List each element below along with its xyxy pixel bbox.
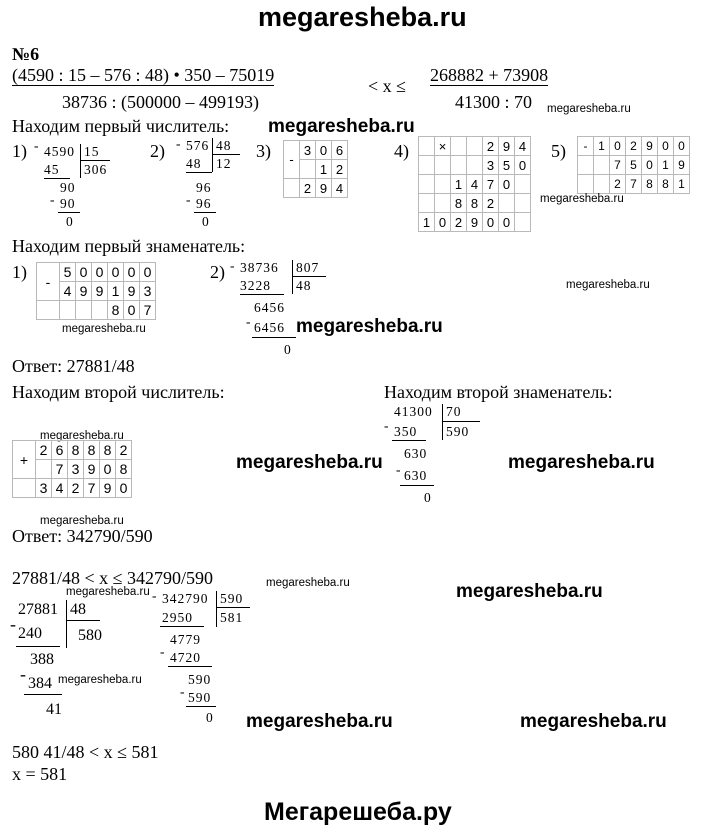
divden-quotient: 48 — [296, 278, 312, 293]
label-first-denominator: Находим первый знаменатель: — [12, 236, 246, 256]
watermark: megaresheba.ru — [508, 452, 655, 473]
step-1-label: 1) — [12, 262, 27, 282]
divden-dividend: 38736 — [240, 260, 279, 275]
divden2-quotient: 590 — [446, 424, 470, 439]
final-d1-dividend: 27881 — [18, 601, 58, 618]
task-number: №6 — [12, 44, 40, 64]
divden2-row: 350 — [394, 424, 418, 439]
watermark: megaresheba.ru — [547, 103, 631, 115]
watermark: megaresheba.ru — [296, 316, 443, 337]
final-d2-row: 4779 — [170, 632, 201, 647]
divden-row: 3228 — [240, 278, 271, 293]
frac1-denominator: 38736 : (500000 – 499193) — [62, 92, 259, 112]
div2-dividend: 576 — [186, 138, 210, 153]
footer-site-title: Мегарешеба.ру — [264, 798, 452, 826]
label-second-denominator: Находим второй знаменатель: — [384, 382, 613, 402]
div1-row: 90 — [60, 180, 76, 195]
div1-row: 0 — [66, 214, 74, 229]
addition-grid: + 2 6 8 8 8 2 7 3 9 0 8 3 4 2 7 9 0 — [12, 440, 132, 498]
frac2-denominator: 41300 : 70 — [455, 92, 533, 112]
final-d2-row: 0 — [206, 710, 214, 725]
div1-divisor: 15 — [84, 144, 100, 159]
div2-row: 96 — [196, 196, 212, 211]
div1-dividend: 4590 — [44, 144, 75, 159]
watermark: megaresheba.ru — [540, 193, 624, 205]
watermark: megaresheba.ru — [566, 279, 650, 291]
step-4-label: 4) — [394, 141, 409, 161]
step-3-label: 3) — [256, 141, 271, 161]
watermark: megaresheba.ru — [62, 323, 146, 335]
div1-row: 90 — [60, 196, 76, 211]
div1-row: 45 — [44, 162, 60, 177]
div2-quotient: 12 — [216, 156, 232, 171]
div2-row: 96 — [196, 180, 212, 195]
final-d1-row: 41 — [46, 701, 62, 718]
final-d1-row: 384 — [28, 675, 52, 692]
watermark: megaresheba.ru — [58, 674, 142, 686]
watermark: megaresheba.ru — [268, 116, 415, 137]
final-d2-row: 590 — [188, 690, 212, 705]
divden2-dividend: 41300 — [394, 404, 433, 419]
divden-divisor: 807 — [296, 260, 320, 275]
final-inequality: 27881/48 < x ≤ 342790/590 — [12, 568, 214, 588]
final-d1-row: 240 — [18, 625, 42, 642]
divden2-row: 630 — [404, 446, 428, 461]
watermark: megaresheba.ru — [520, 711, 667, 732]
final-d2-quotient: 581 — [220, 610, 244, 625]
divden2-row: 630 — [404, 468, 428, 483]
watermark: megaresheba.ru — [246, 711, 393, 732]
final-d1-row: 388 — [30, 651, 54, 668]
watermark: megaresheba.ru — [236, 452, 383, 473]
divden2-row: 0 — [424, 490, 432, 505]
step-2-label: 2) — [210, 262, 225, 282]
step-2-label: 2) — [150, 141, 165, 161]
step-5-label: 5) — [551, 141, 566, 161]
header-site-title: megaresheba.ru — [258, 2, 467, 32]
final-d2-row: 2950 — [162, 610, 193, 625]
final-d1-divisor: 48 — [70, 601, 86, 618]
final-range: 580 41/48 < x ≤ 581 — [12, 742, 159, 762]
label-second-numerator: Находим второй числитель: — [12, 382, 225, 402]
final-d1-quotient: 580 — [78, 627, 102, 644]
divden-row: 6456 — [254, 300, 285, 315]
watermark: megaresheba.ru — [40, 515, 124, 527]
final-d2-row: 4720 — [170, 650, 201, 665]
watermark: megaresheba.ru — [266, 577, 350, 589]
subtraction-grid-5: - 1 0 2 9 0 0 7 5 0 1 9 2 7 8 8 1 — [577, 136, 690, 194]
divden2-divisor: 70 — [446, 404, 462, 419]
label-first-numerator: Находим первый числитель: — [12, 116, 230, 136]
step-1-label: 1) — [12, 141, 27, 161]
multiplication-grid-4: × 2 9 4 3 5 0 1 4 7 0 8 8 2 1 0 2 9 0 0 — [418, 136, 531, 232]
watermark: megaresheba.ru — [456, 581, 603, 602]
final-d2-dividend: 342790 — [162, 591, 209, 606]
div2-row: 48 — [186, 156, 202, 171]
frac2-numerator: 268882 + 73908 — [430, 65, 549, 85]
answer-2: Ответ: 342790/590 — [12, 526, 153, 546]
divden-row: 6456 — [254, 320, 285, 335]
final-d2-divisor: 590 — [220, 591, 244, 606]
final-answer: x = 581 — [12, 764, 68, 784]
watermark: megaresheba.ru — [40, 430, 124, 442]
subtraction-grid-denominator: - 5 0 0 0 0 0 4 9 9 1 9 3 8 0 7 — [36, 262, 156, 320]
div2-divisor: 48 — [216, 138, 232, 153]
div1-quotient: 306 — [84, 162, 108, 177]
subtraction-grid-3: - 3 0 6 1 2 2 9 4 — [283, 140, 348, 198]
final-d2-row: 590 — [188, 672, 212, 687]
inequality-sign: < x ≤ — [368, 76, 407, 96]
div2-row: 0 — [202, 214, 210, 229]
answer-1: Ответ: 27881/48 — [12, 356, 135, 376]
frac1-numerator: (4590 : 15 – 576 : 48) • 350 – 75019 — [12, 65, 275, 85]
watermark: megaresheba.ru — [66, 586, 150, 598]
divden-row: 0 — [284, 342, 292, 357]
